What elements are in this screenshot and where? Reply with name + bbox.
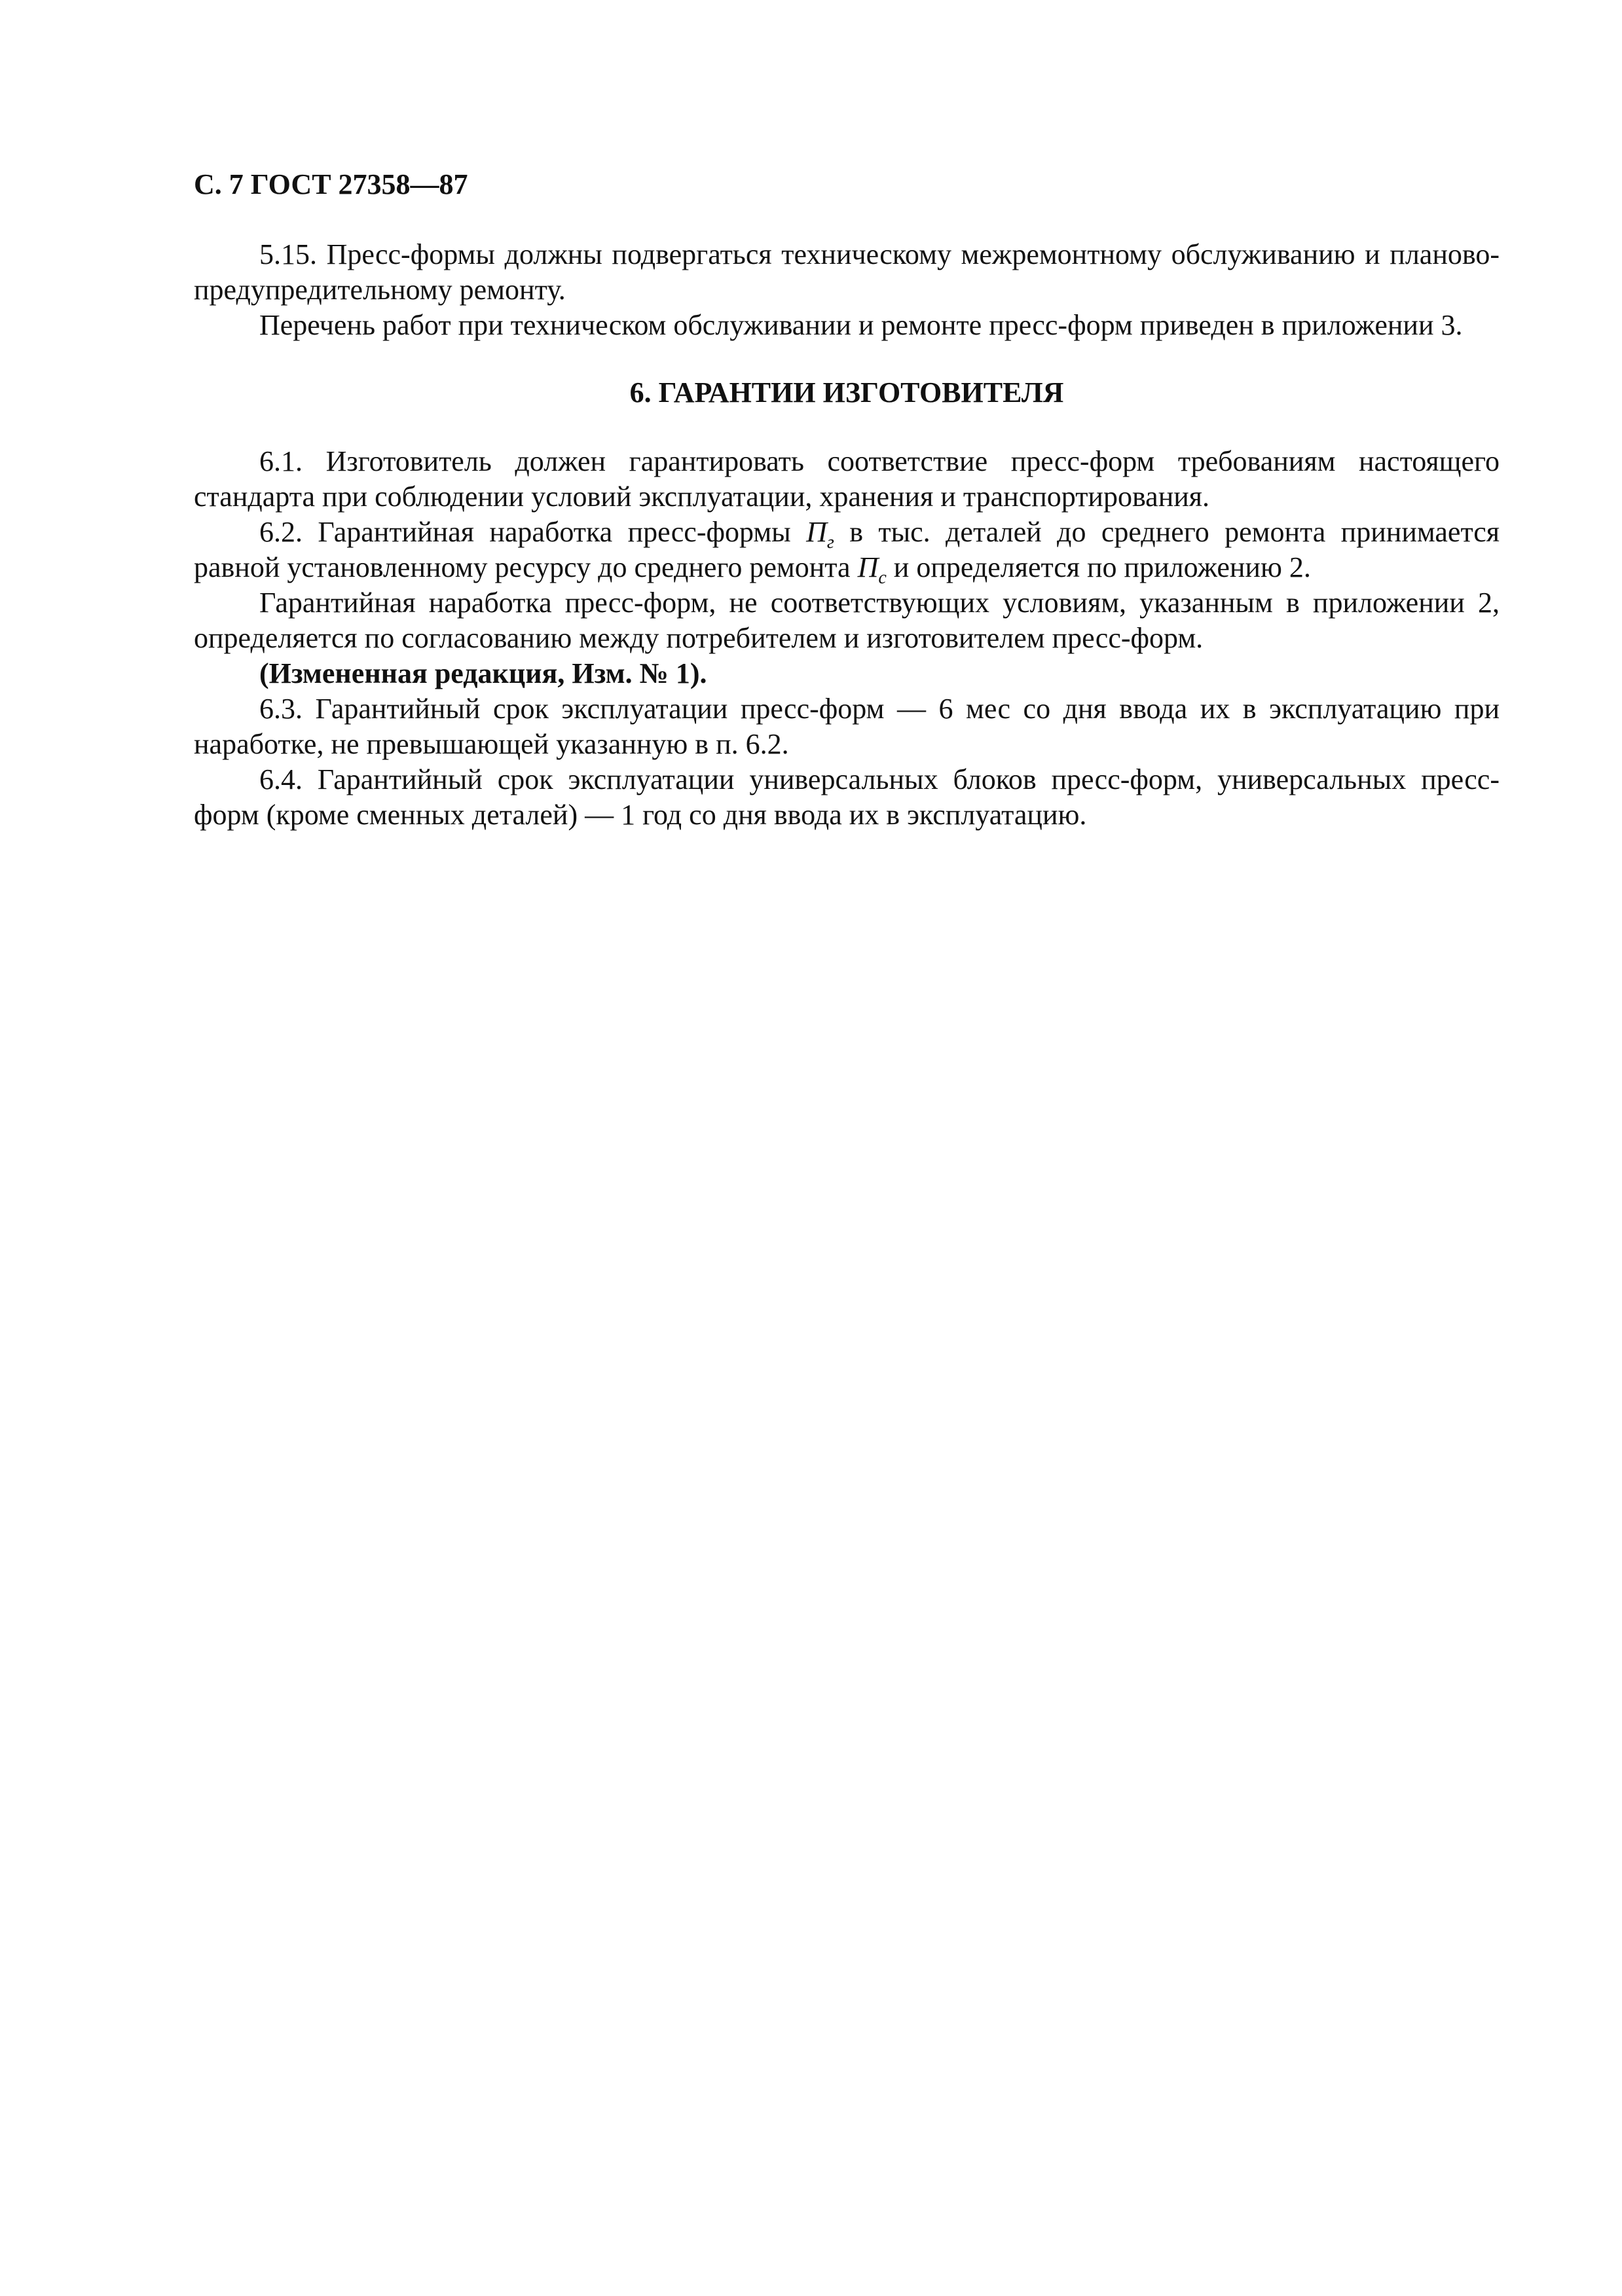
symbol-p-c-letter: П [857,551,879,583]
paragraph-6-4: 6.4. Гарантийный срок эксплуатации универсальных блоков пресс-форм, универсальных пресс-форм (кроме сменных деталей) — 1 год со дня ввода их в эксплуатацию. [194,763,1500,831]
symbol-p-c-subscript: с [878,567,887,588]
section-heading: 6. ГАРАНТИИ ИЗГОТОВИТЕЛЯ [629,376,1064,409]
paragraph-6-2-extra: Гарантийная наработка пресс-форм, не соответствующих условиям, указанным в приложении 2, определяется по согласованию между потребителем и изготовителем пресс-форм. [194,587,1500,654]
page-header: С. 7 ГОСТ 27358—87 [194,168,468,200]
symbol-p-c [857,551,887,588]
symbol-p-g-subscript: г [826,532,834,553]
amendment-note: (Измененная редакция, Изм. № 1). [259,657,707,689]
document-page [194,165,1500,833]
symbol-p-g-letter: П [806,516,827,548]
paragraph-6-2-text-2: в тыс. деталей до среднего ремонта принимается равной установленному ресурсу до среднего ремонта [194,516,1500,583]
paragraph-5-15-list: Перечень работ при техническом обслуживании и ремонте пресс-форм приведен в приложении 3. [259,309,1463,341]
paragraph-6-2-text-3: и определяется по приложению 2. [886,551,1311,583]
paragraph-6-2 [194,515,1500,588]
paragraph-6-3: 6.3. Гарантийный срок эксплуатации пресс-форм — 6 мес со дня ввода их в эксплуатацию при наработке, не превышающей указанную в п. 6.2. [194,693,1500,760]
paragraph-5-15: 5.15. Пресс-формы должны подвергаться техническому межремонтному обслуживанию и планово-предупредительному ремонту. [194,238,1500,306]
paragraph-6-1: 6.1. Изготовитель должен гарантировать соответствие пресс-форм требованиям настоящего стандарта при соблюдении условий эксплуатации, хранения и транспортирования. [194,445,1500,513]
paragraph-6-2-text-1: 6.2. Гарантийная наработка пресс-формы [259,516,807,548]
symbol-p-g [806,516,834,553]
